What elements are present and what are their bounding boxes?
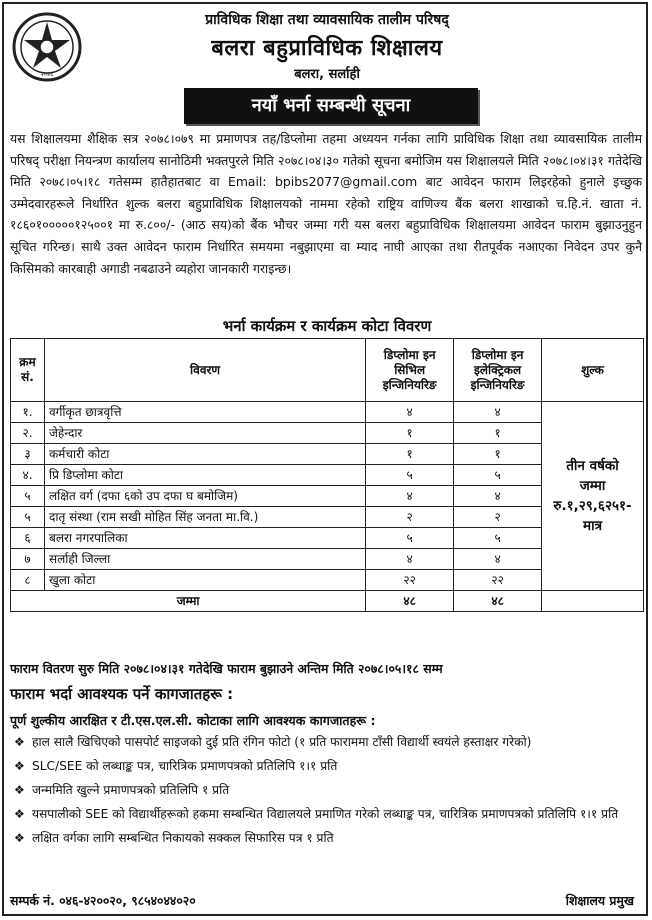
documents-list (10, 732, 644, 852)
list-item-text: यसपालीको SEE को विद्यार्थीहरूको हकमा सम्बन्धित विद्यालयले प्रमाणित गरेको लब्धाङ्क पत्र, चारित्रिक प्रमाणपत्रको प्रतिलिपि १।१ प्रति (32, 807, 619, 821)
row-civil: ५ (366, 465, 454, 486)
total-electrical: ४८ (454, 591, 542, 612)
header-civil: डिप्लोमा इन सिभिल इन्जिनियरिङ (366, 339, 454, 402)
fee-line: जम्मा (579, 478, 606, 494)
row-sn: ७ (11, 549, 45, 570)
list-item-text: जन्ममिति खुल्ने प्रमाणपत्रको प्रतिलिपि १ प्रति (32, 783, 230, 797)
row-civil: १ (366, 423, 454, 444)
list-item-text: लक्षित वर्गका लागि सम्बन्धित निकायको सक्कल सिफारिस पत्र १ प्रति (32, 831, 334, 845)
fee-line: मात्र (583, 518, 603, 534)
emblem-year: २०४६ (40, 71, 54, 78)
requirements-heading: फाराम भर्दा आवश्यक पर्ने कागजातहरू : (10, 685, 234, 703)
row-sn: १. (11, 402, 45, 423)
row-civil: ४ (366, 402, 454, 423)
header-fee: शुल्क (542, 339, 644, 402)
signature-label: शिक्षालय प्रमुख (565, 893, 634, 908)
header-desc: विवरण (44, 339, 365, 402)
total-label: जम्मा (11, 591, 366, 612)
quota-table-title: भर्ना कार्यक्रम र कार्यक्रम कोटा विवरण (222, 317, 432, 335)
school-location: बलरा, सर्लाही (294, 67, 360, 82)
fee-line: रु.१,२९,६२५१- (553, 498, 632, 514)
notice-paragraph: यस शिक्षालयमा शैक्षिक सत्र २०७८।०७९ मा प्रमाणपत्र तह/डिप्लोमा तहमा अध्ययन गर्नका लागि प्राविधिक शिक्षा तथा व्यावसायिक तालीम परिषद् परीक्षा नियन्त्रण कार्यालय सानोठिमी भक्तपुरले मिति २०७८।०४।३० गतेको सूचना बमोजिम यस शिक्षालयले मिति २०७८।०४।३१ गतेदेखि मिति २०७८।०५।१८ गतेसम्म हातैहातबाट वा Email: bpibs2077@gmail.com बाट आवेदन फाराम लिइरहेको हुनाले इच्छुक उम्मेदवारहरूले निर्धारित शुल्क बलरा बहुप्राविधिक शिक्षालयको नाममा रहेको राष्ट्रिय वाणिज्य बैंक बलरा शाखाको च.हि.नं. खाता नं. १८६०१०००००१२५००१ मा रु.८००/- (आठ सय)को बैंक भौचर जम्मा गरी यस बलरा बहुप्राविधिक शिक्षालयमा आवेदन फाराम बुझाउनुहुन सूचित गरिन्छ। साथै उक्त आवेदन फाराम निर्धारित समयमा नबुझाएमा वा म्याद नाघी आएका तथा रीतपूर्वक नआएका निवेदन उपर कुनै किसिमको कारबाही अगाडी नबढाउने व्यहोरा जानकारी गराइन्छ। (10, 131, 642, 276)
row-desc: खुला कोटा (44, 570, 365, 591)
row-civil: १ (366, 444, 454, 465)
school-name: बलरा बहुप्राविधिक शिक्षालय (211, 36, 443, 61)
row-civil: २२ (366, 570, 454, 591)
row-desc: प्रि डिप्लोमा कोटा (44, 465, 365, 486)
distribution-dates: फाराम वितरण सुरु मिति २०७८।०४।३१ गतेदेखि फाराम बुझाउने अन्तिम मिति २०७८।०५।१८ सम्म (10, 661, 443, 676)
row-sn: २. (11, 423, 45, 444)
quota-table (10, 338, 644, 612)
total-fee-empty (542, 591, 644, 612)
row-electrical: १ (454, 444, 542, 465)
notice-page (2, 2, 648, 916)
list-item (10, 804, 644, 824)
diamond-bullet-icon: ❖ (14, 783, 25, 797)
row-desc: दातृ संस्था (राम सखी मोहित सिंह जनता मा.वि.) (44, 507, 365, 528)
list-item-text: हाल सालै खिचिएको पासपोर्ट साइजको दुई प्रति रंगिन फोटो (१ प्रति फाराममा टाँसी विद्यार्थी स्वयंले हस्ताक्षर गरेको) (32, 735, 532, 749)
list-item (10, 732, 644, 752)
table-header-row (11, 339, 644, 402)
header-sn: क्रम सं. (11, 339, 45, 402)
list-item (10, 780, 644, 800)
total-civil: ४८ (366, 591, 454, 612)
row-electrical: ५ (454, 528, 542, 549)
diamond-bullet-icon: ❖ (14, 735, 25, 749)
table-row (11, 402, 644, 423)
row-electrical: ५ (454, 465, 542, 486)
row-desc: लक्षित वर्ग (दफा ६को उप दफा घ बमोजिम) (44, 486, 365, 507)
fee-line: तीन वर्षको (566, 458, 619, 474)
row-desc: वर्गीकृत छात्रवृत्ति (44, 402, 365, 423)
row-electrical: २ (454, 507, 542, 528)
row-desc: जेहेन्दार (44, 423, 365, 444)
row-civil: ४ (366, 549, 454, 570)
diamond-bullet-icon: ❖ (14, 759, 25, 773)
row-civil: ४ (366, 486, 454, 507)
total-row (11, 591, 644, 612)
list-item-text: SLC/SEE को लब्धाङ्क पत्र, चारित्रिक प्रमाणपत्रको प्रतिलिपि १।१ प्रति (32, 759, 338, 773)
header-electrical: डिप्लोमा इन इलेक्ट्रिकल इन्जिनियरिङ (454, 339, 542, 402)
row-electrical: ४ (454, 402, 542, 423)
row-sn: ८ (11, 570, 45, 591)
row-electrical: ४ (454, 549, 542, 570)
row-desc: कर्मचारी कोटा (44, 444, 365, 465)
fee-cell (542, 402, 644, 591)
diamond-bullet-icon: ❖ (14, 807, 25, 821)
row-sn: ५ (11, 486, 45, 507)
row-desc: सर्लाही जिल्ला (44, 549, 365, 570)
requirements-subheading: पूर्ण शुल्कीय आरक्षित र टी.एस.एल.सी. कोटाका लागि आवश्यक कागजातहरू : (10, 713, 376, 728)
contact-numbers: सम्पर्क नं. ०४६-४२००२०, ९८५४०४४०२० (10, 893, 196, 908)
list-item (10, 756, 644, 776)
council-name: प्राविधिक शिक्षा तथा व्यावसायिक तालीम परिषद् (205, 12, 449, 28)
list-item (10, 828, 644, 848)
row-sn: ५ (11, 507, 45, 528)
row-desc: बलरा नगरपालिका (44, 528, 365, 549)
row-electrical: १ (454, 423, 542, 444)
row-sn: ४. (11, 465, 45, 486)
row-civil: ५ (366, 528, 454, 549)
diamond-bullet-icon: ❖ (14, 831, 25, 845)
notice-banner: नयाँ भर्ना सम्बन्धी सूचना (184, 88, 478, 124)
row-civil: २ (366, 507, 454, 528)
row-sn: ३ (11, 444, 45, 465)
row-electrical: ४ (454, 486, 542, 507)
row-electrical: २२ (454, 570, 542, 591)
row-sn: ६ (11, 528, 45, 549)
